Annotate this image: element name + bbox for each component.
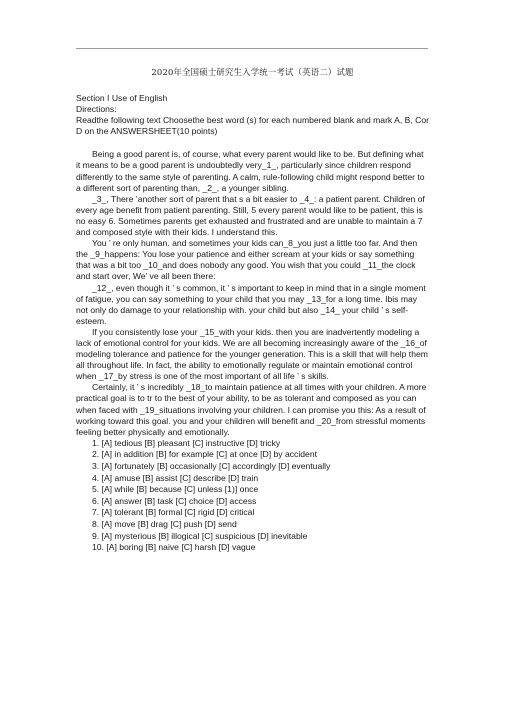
header-rule (76, 48, 428, 49)
directions-label: Directions: (76, 104, 117, 115)
document-body (76, 93, 430, 554)
paragraph: _12_, even though it ’ s common, it ’ s important to keep in mind that in a single moment of fatigue, you can say something to your child that you may _13_for a long time. Ibis may not only do damage to your relationship with. your child but also _14_ your child ’ s self-esteem. (76, 282, 426, 326)
directions-text: Readthe following text Choosethe best word (s) for each numbered blank and mark A, B, Cor D on the ANSWERSHEET(10 points) (76, 115, 430, 137)
option-item: 1. [A] tedious [B] pleasant [C] instructive [D] tricky (92, 437, 281, 448)
option-item: 9. [A] mysterious [B] illogical [C] suspicious [D] inevitable (92, 530, 308, 541)
options-list (76, 438, 430, 554)
option-item: 6. [A] answer [B] task [C] choice [D] access (92, 495, 257, 506)
option-item: 5. [A] while [B] because [C] unless [1)] once (92, 484, 259, 495)
paragraph: Being a good parent is, of course, what every parent would like to be. But defining what it means to be a good parent is undoubtedly very_1_, particularly since children respond differently to the same style of parenting. A calm, rule-following child might respond better to a different sort of parenting than, _2_, a younger sibling. (76, 149, 425, 193)
section-heading: Section I Use of English (76, 93, 168, 103)
option-item: 8. [A] move [B] drag [C] push [D] send (92, 518, 237, 529)
paragraph: _3_, There ’another sort of parent that s a bit easier to _4_: a patient parent. Children of every age benefit from patient parenting. Still, 5 every parent would like to be patient, this is no easy 6. Sometimes parents get exhausted and frustrated and are unable to maintain a 7 and composed style with their kids. I understand this. (76, 193, 425, 238)
option-item: 4. [A] amuse [B] assist [C] describe [D] train (92, 472, 259, 483)
option-item: 7. [A] tolerant [B] formal [C] rigid [D] critical (92, 507, 255, 518)
option-item: 3. [A] fortunately [B] occasionally [C] accordingly [D] eventually (92, 461, 331, 471)
paragraph: Certainly, it ’ s incredibly _18_to maintain patience at all times with your children. A more practical goal is to tr to the best of your ability, to be as tolerant and composed as you can when faced with _19_situations involving your children. I can promise you this: As a result of working toward this goal. you and your children will benefit and _20_from stressful moments feeling better physically and emotionally. (76, 382, 427, 437)
option-item: 10. [A] boring [B] naive [C] harsh [D] vague (92, 542, 256, 553)
option-item: 2. [A] in addition [B] for example [C] at once [D] by accident (92, 449, 317, 460)
page-title: 2020年全国硕士研究生入学统一考试（英语二）试题 (151, 67, 354, 77)
paragraph: If you consistently lose your _15_with your kids. then you are inadvertently modeling a lack of emotional control for your kids. We are all becoming increasingly aware of the _16_of modeling tolerance and patience for the younger generation. This is a skill that will help them all throughout life. In fact, the ability to emotionally regulate or maintain emotional control when _17_by stress is one of the most important of all life ’ s skills. (76, 326, 428, 382)
paragraph: You ’ re only human. and sometimes your kids can_8_you just a little too far. And then the _9_happens: You lose your patience and either scream at your kids or say something that was a bit too _10_and does nobody any good. You wish that you could _11_the clock and start over, We’ ve all been there: (76, 238, 418, 282)
